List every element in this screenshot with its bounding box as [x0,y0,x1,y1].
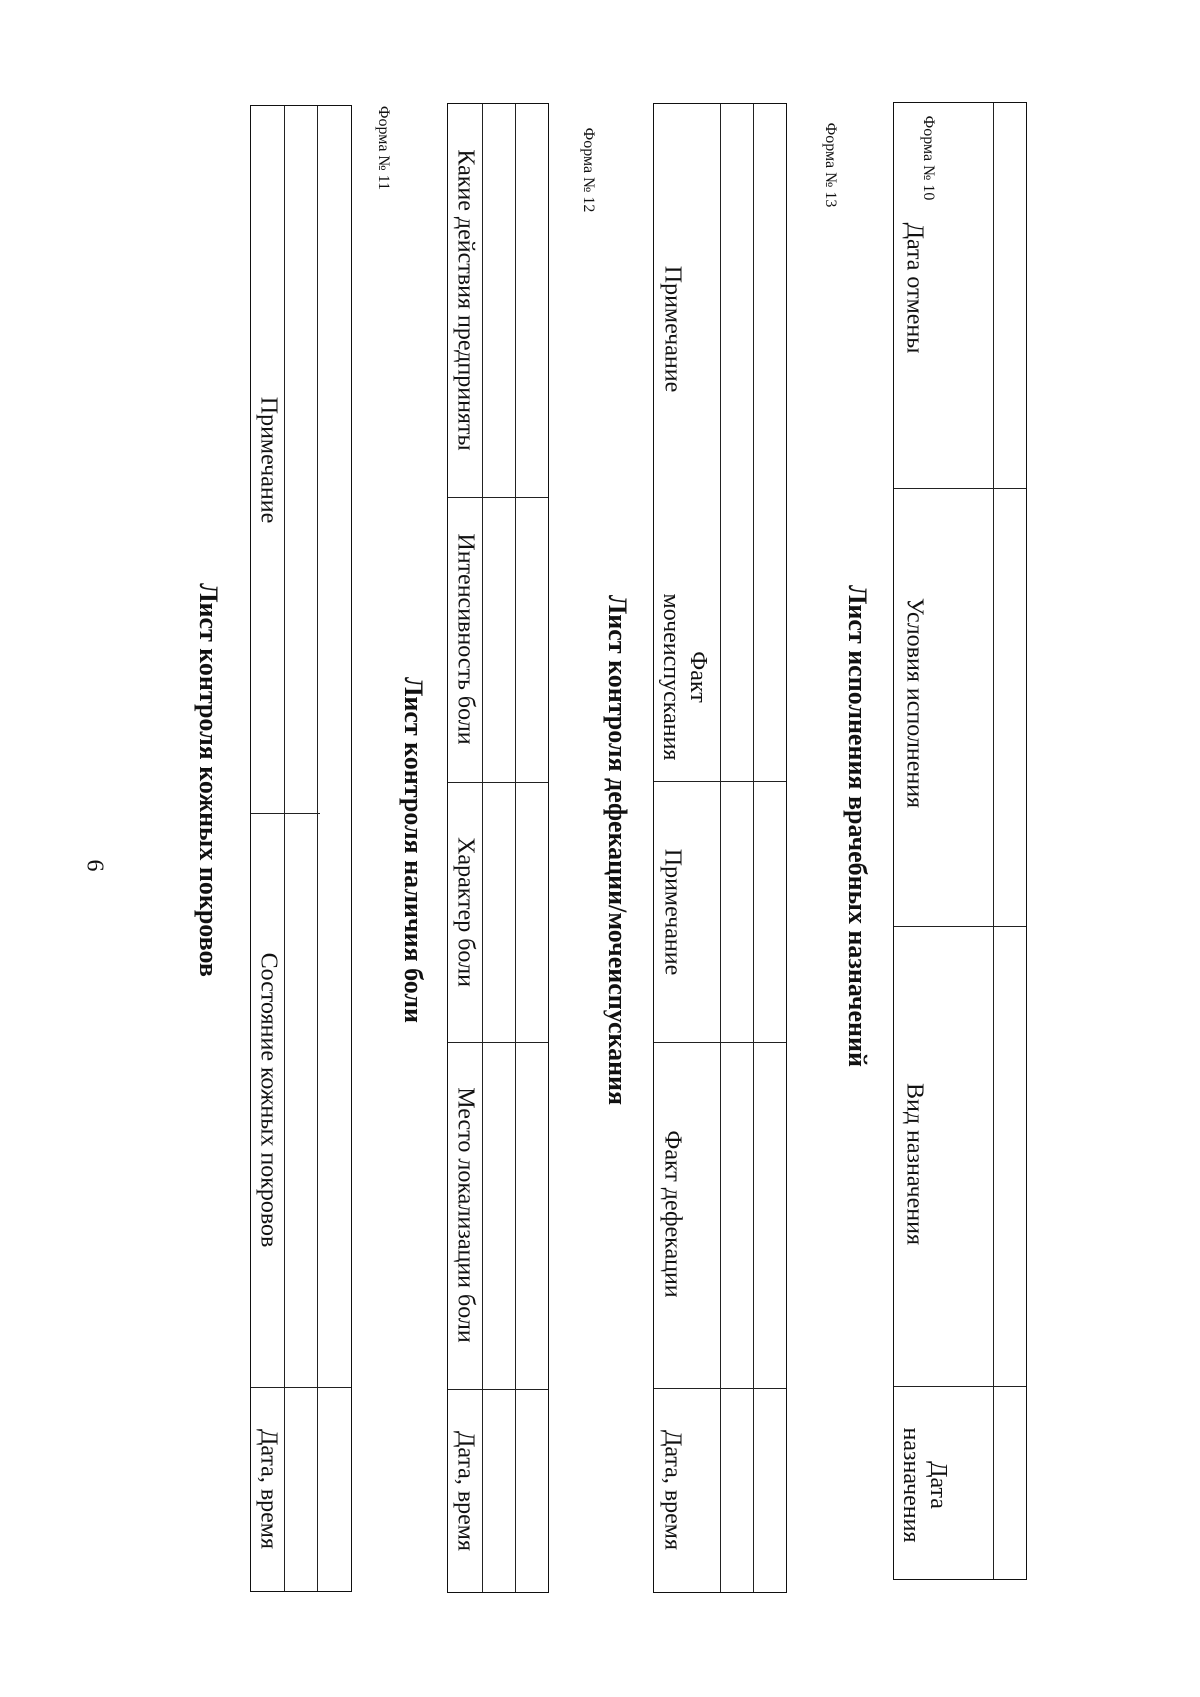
column-header: Место локализации боли [452,1087,479,1343]
table-row-divider [317,106,318,1591]
column-divider [894,488,1026,489]
column-header: Какие действия предприняты [452,149,479,451]
form-label-13: Форма № 13 [822,122,839,208]
table-row-divider [515,104,516,1592]
column-header: Примечание [255,396,282,524]
column-divider [654,1388,786,1389]
page-number: 6 [81,859,108,872]
column-header: Факт мочеиспускания [658,593,711,761]
column-header: Дата, время [255,1428,282,1550]
column-header: Примечание [659,848,686,976]
column-divider [654,781,786,782]
column-divider [448,1042,548,1043]
table-pain [447,103,549,1593]
column-divider [894,926,1026,927]
sheet-title-prescriptions: Лист исполнения врачебных назначений [843,585,872,1067]
column-divider [448,782,548,783]
column-header: Характер боли [452,837,479,987]
table-row-divider [482,104,483,1592]
sheet-title-skin: Лист контроля кожных покровов [194,583,223,977]
table-prescriptions [893,102,1027,1580]
column-header: Дата отмены [901,222,928,354]
form-label-11: Форма № 11 [375,105,392,191]
form-label-12: Форма № 12 [580,127,597,213]
table-row-divider [753,104,754,1592]
column-divider [448,1389,548,1390]
column-divider [448,497,548,498]
column-header: Условия исполнения [901,597,928,809]
sheet-title-defecation: Лист контроля дефекации/мочеиспускания [603,594,632,1106]
column-header: Интенсивность боли [452,533,479,745]
column-divider [251,813,320,814]
column-divider [894,1386,1026,1387]
table-row-divider [993,103,994,1579]
column-header: Примечание [659,265,686,393]
column-header: Дата, время [452,1430,479,1552]
column-header: Вид назначения [901,1082,928,1246]
table-defecation [653,103,787,1593]
table-row-divider [720,104,721,1592]
table-row-divider [284,106,285,1591]
column-header: Дата, время [659,1429,686,1551]
column-header: Состояние кожных покровов [255,952,282,1248]
column-divider [251,1387,351,1388]
table-skin [250,105,352,1592]
column-header: Факт дефекации [659,1130,686,1298]
sheet-title-pain: Лист контроля наличия боли [399,676,428,1023]
column-divider [654,1042,786,1043]
column-header: Дата назначения [898,1427,951,1543]
form-label-10: Форма № 10 [920,115,937,201]
